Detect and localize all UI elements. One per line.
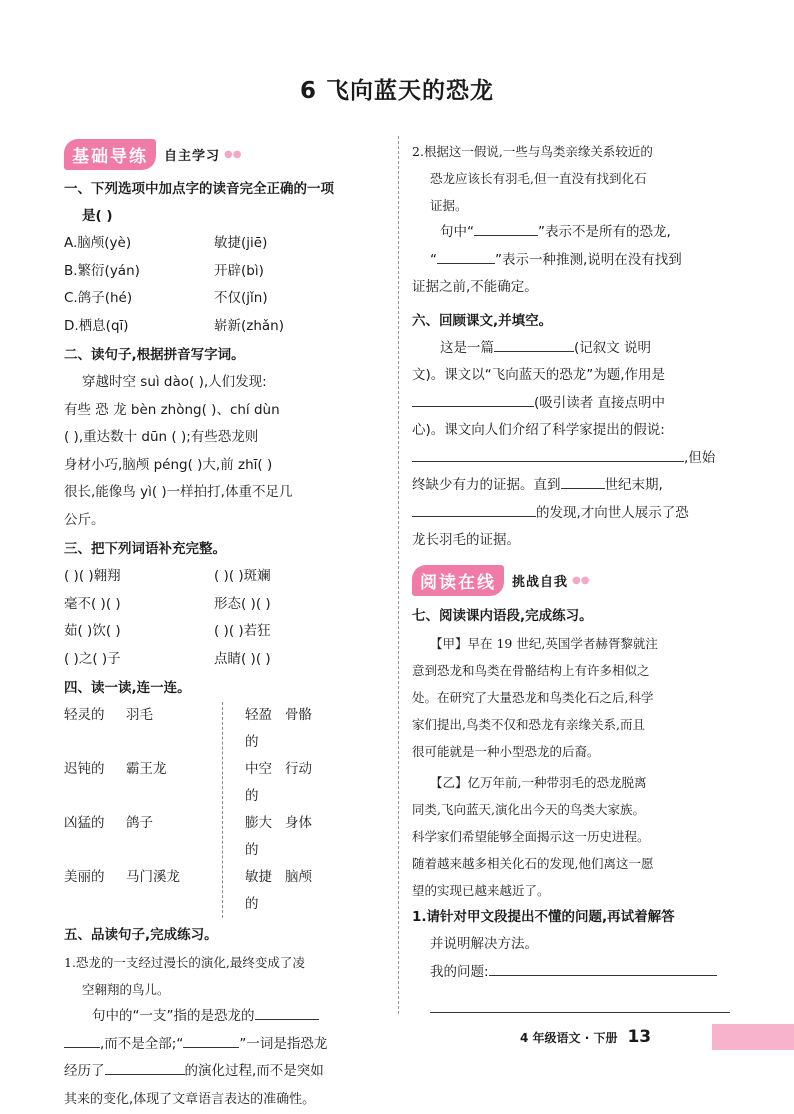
match-word: 身体 <box>285 815 312 831</box>
q5-line-2 <box>64 1031 390 1059</box>
q5b-text: ”表示一种推测,说明在没有找到 <box>495 251 682 268</box>
q2-line-2: 有些 恐 龙 bèn zhòng( )、chí dùn <box>64 401 280 418</box>
dots-icon: ●● <box>224 148 242 160</box>
passage-jia-3: 处。在研究了大量恐龙和鸟类化石之后,科学 <box>412 689 654 705</box>
option-a-1: A.脑颅(yè) <box>64 235 132 251</box>
match-word: 迟钝的 <box>64 761 105 777</box>
q6-line-2: 文)。课文以“飞向蓝天的恐龙”为题,作用是 <box>412 367 666 383</box>
match-word: 轻盈的 <box>245 707 272 750</box>
answer-blank[interactable] <box>412 447 684 462</box>
q5-text: ,而不是全部;“ <box>100 1035 184 1052</box>
q6-text: 这是一篇 <box>440 339 494 356</box>
option-a-2: 敏捷(jiē) <box>214 235 268 251</box>
banner-label: 阅读在线 <box>412 565 504 596</box>
banner-sub: 挑战自我 <box>512 575 569 590</box>
answer-blank[interactable] <box>105 1060 185 1075</box>
q5-sentence-1: 1.恐龙的一支经过漫长的演化,最终变成了凌 <box>64 955 305 970</box>
match-word: 霸王龙 <box>126 761 167 777</box>
q6-text: (记叙文 说明 <box>574 339 652 356</box>
question-1-heading-cont: 是( ) <box>82 208 113 224</box>
answer-blank[interactable] <box>64 1033 100 1048</box>
q5-sentence-2-cont: 恐龙应该长有羽毛,但一直没有找到化石 <box>430 171 647 186</box>
q3-item: ( )之( )子 <box>64 650 121 667</box>
match-word: 脑颅 <box>285 869 312 885</box>
question-3-heading: 三、把下列词语补充完整。 <box>64 541 226 557</box>
option-b-2: 开辟(bì) <box>214 262 264 279</box>
question-6-heading: 六、回顾课文,并填空。 <box>412 312 553 329</box>
q3-item: 形态( )( ) <box>214 595 271 612</box>
q5-text: 句中的“一支”指的是恐龙的 <box>92 1008 255 1024</box>
q5-line-1 <box>64 1003 390 1031</box>
q5-text: 的演化过程,而不是突如 <box>184 1063 324 1079</box>
passage-jia-2: 意到恐龙和鸟类在骨骼结构上有许多相似之 <box>412 662 650 678</box>
q3-item: ( )( )斑斓 <box>214 568 271 584</box>
question-3-items <box>64 563 390 673</box>
q6-line-3 <box>412 390 732 418</box>
q6-line-7 <box>412 500 732 528</box>
option-d-1: D.栖息(qī) <box>64 317 129 334</box>
passage-jia-4: 家们提出,鸟类不仅和恐龙有亲缘关系,而且 <box>412 716 645 732</box>
section-banner-reading <box>412 565 732 597</box>
q6-text: (吸引读者 直接点明中 <box>534 394 666 411</box>
q2-line-1: 穿越时空 suì dào( ),人们发现: <box>82 374 267 390</box>
match-word: 轻灵的 <box>64 707 105 723</box>
page-footer <box>520 1024 651 1050</box>
my-question-label: 我的问题: <box>430 963 489 980</box>
q5b-text: 句中“ <box>440 224 474 240</box>
answer-line[interactable] <box>430 986 730 1013</box>
q3-item: ( )( )翱翔 <box>64 568 121 584</box>
q3-item: 茹( )饮( ) <box>64 623 121 639</box>
q5-sentence-2-cont2: 证据。 <box>430 198 468 213</box>
option-c-2: 不仅(jǐn) <box>214 290 268 306</box>
q5-line-3 <box>64 1058 390 1086</box>
option-b-1: B.繁衍(yán) <box>64 262 140 279</box>
question-4-heading: 四、读一读,连一连。 <box>64 680 191 696</box>
answer-blank[interactable] <box>494 337 574 352</box>
question-2-heading: 二、读句子,根据拼音写字词。 <box>64 347 245 363</box>
my-question-line <box>412 959 732 987</box>
passage-yi-3: 科学家们希望能够全面揭示这一历史进程。 <box>412 828 650 844</box>
q7-sub-1-cont: 并说明解决方法。 <box>430 936 538 952</box>
match-word: 美丽的 <box>64 869 105 885</box>
q7-sub-1: 1.请针对甲文段提出不懂的问题,再试着解答 <box>412 908 675 925</box>
q5-text: ”一词是指恐龙 <box>239 1035 328 1052</box>
banner-label: 基础导练 <box>64 139 156 170</box>
banner-sub: 自主学习 <box>164 148 221 164</box>
option-d-2: 崭新(zhǎn) <box>214 317 285 334</box>
passage-yi-2: 同类,飞向蓝天,演化出今天的鸟类大家族。 <box>412 801 645 817</box>
answer-blank[interactable] <box>255 1005 319 1020</box>
q5b-line-2 <box>412 247 732 275</box>
q3-item: 毫不( )( ) <box>64 595 121 612</box>
q6-line-4: 心)。课文向人们介绍了科学家提出的假说: <box>412 422 665 438</box>
match-word: 骨骼 <box>285 707 312 723</box>
q3-item: ( )( )若狂 <box>214 623 271 639</box>
answer-blank[interactable] <box>489 961 717 976</box>
answer-blank[interactable] <box>412 502 536 517</box>
match-word: 鸽子 <box>126 815 153 831</box>
dots-icon: ●● <box>572 575 590 586</box>
q2-line-3: ( ),重达数十 dūn ( );有些恐龙则 <box>64 429 259 445</box>
q2-line-6: 公斤。 <box>64 511 105 528</box>
q6-text: 终缺少有力的证据。直到 <box>412 477 561 493</box>
match-word: 羽毛 <box>126 707 153 723</box>
q6-text: 世纪末期, <box>604 477 663 493</box>
answer-blank[interactable] <box>183 1033 239 1048</box>
match-word: 敏捷的 <box>245 869 272 912</box>
q2-line-4: 身材小巧,脑颅 péng( )大,前 zhī( ) <box>64 456 273 473</box>
q5b-line-3: 证据之前,不能确定。 <box>412 279 538 295</box>
q6-line-1 <box>412 335 732 363</box>
q5-line-4: 其来的变化,体现了文章语言表达的准确性。 <box>64 1091 316 1107</box>
q5b-text: ”表示不是所有的恐龙, <box>538 224 671 240</box>
passage-yi-4: 随着越来越多相关化石的发现,他们离这一愿 <box>412 855 654 871</box>
question-7-heading: 七、阅读课内语段,完成练习。 <box>412 607 593 624</box>
q6-line-8: 龙长羽毛的证据。 <box>412 532 520 548</box>
passage-jia-5: 很可能就是一种小型恐龙的后裔。 <box>412 743 600 759</box>
q2-line-5: 很长,能像鸟 yì( )一样拍打,体重不足几 <box>64 484 293 500</box>
page-title: 6 飞向蓝天的恐龙 <box>299 78 494 104</box>
q6-text: 的发现,才向世人展示了恐 <box>536 504 689 521</box>
match-word: 中空的 <box>245 761 272 804</box>
q6-line-5 <box>412 445 732 473</box>
answer-blank[interactable] <box>412 392 534 407</box>
q5-text: 经历了 <box>64 1063 105 1079</box>
match-word: 马门溪龙 <box>126 869 180 885</box>
passage-jia-1: 【甲】早在 19 世纪,英国学者赫胥黎就注 <box>430 635 658 651</box>
q5-sentence-2: 2.根据这一假说,一些与鸟类亲缘关系较近的 <box>412 144 653 159</box>
match-word: 行动 <box>285 761 312 777</box>
q5b-text: “ <box>430 251 437 268</box>
question-1-heading: 一、下列选项中加点字的读音完全正确的一项 <box>64 181 334 197</box>
left-column <box>64 138 390 1113</box>
answer-blank[interactable] <box>437 249 495 264</box>
right-column <box>412 138 732 1013</box>
footer-color-bar <box>712 1024 794 1050</box>
passage-yi-1: 【乙】亿万年前,一种带羽毛的恐龙脱离 <box>430 774 647 790</box>
q3-item: 点睛( )( ) <box>214 650 271 667</box>
match-word: 凶猛的 <box>64 815 105 831</box>
question-5-heading: 五、品读句子,完成练习。 <box>64 927 218 943</box>
answer-blank[interactable] <box>474 221 538 236</box>
q6-line-6 <box>412 472 732 500</box>
column-divider <box>398 136 399 1014</box>
page-number: 13 <box>627 1027 652 1047</box>
footer-label: 4 年级语文 · 下册 <box>520 1030 618 1045</box>
answer-blank[interactable] <box>561 474 605 489</box>
match-word: 膨大的 <box>245 815 272 858</box>
q5-sentence-1-cont: 空翱翔的鸟儿。 <box>82 982 170 997</box>
question-1-options <box>64 230 390 340</box>
q6-text: ,但始 <box>684 449 716 466</box>
matching-table <box>64 702 390 918</box>
passage-yi-5: 望的实现已越来越近了。 <box>412 882 550 898</box>
option-c-1: C.鸽子(hé) <box>64 290 133 306</box>
section-banner-basic <box>64 138 390 170</box>
q5b-line-1 <box>412 219 732 247</box>
